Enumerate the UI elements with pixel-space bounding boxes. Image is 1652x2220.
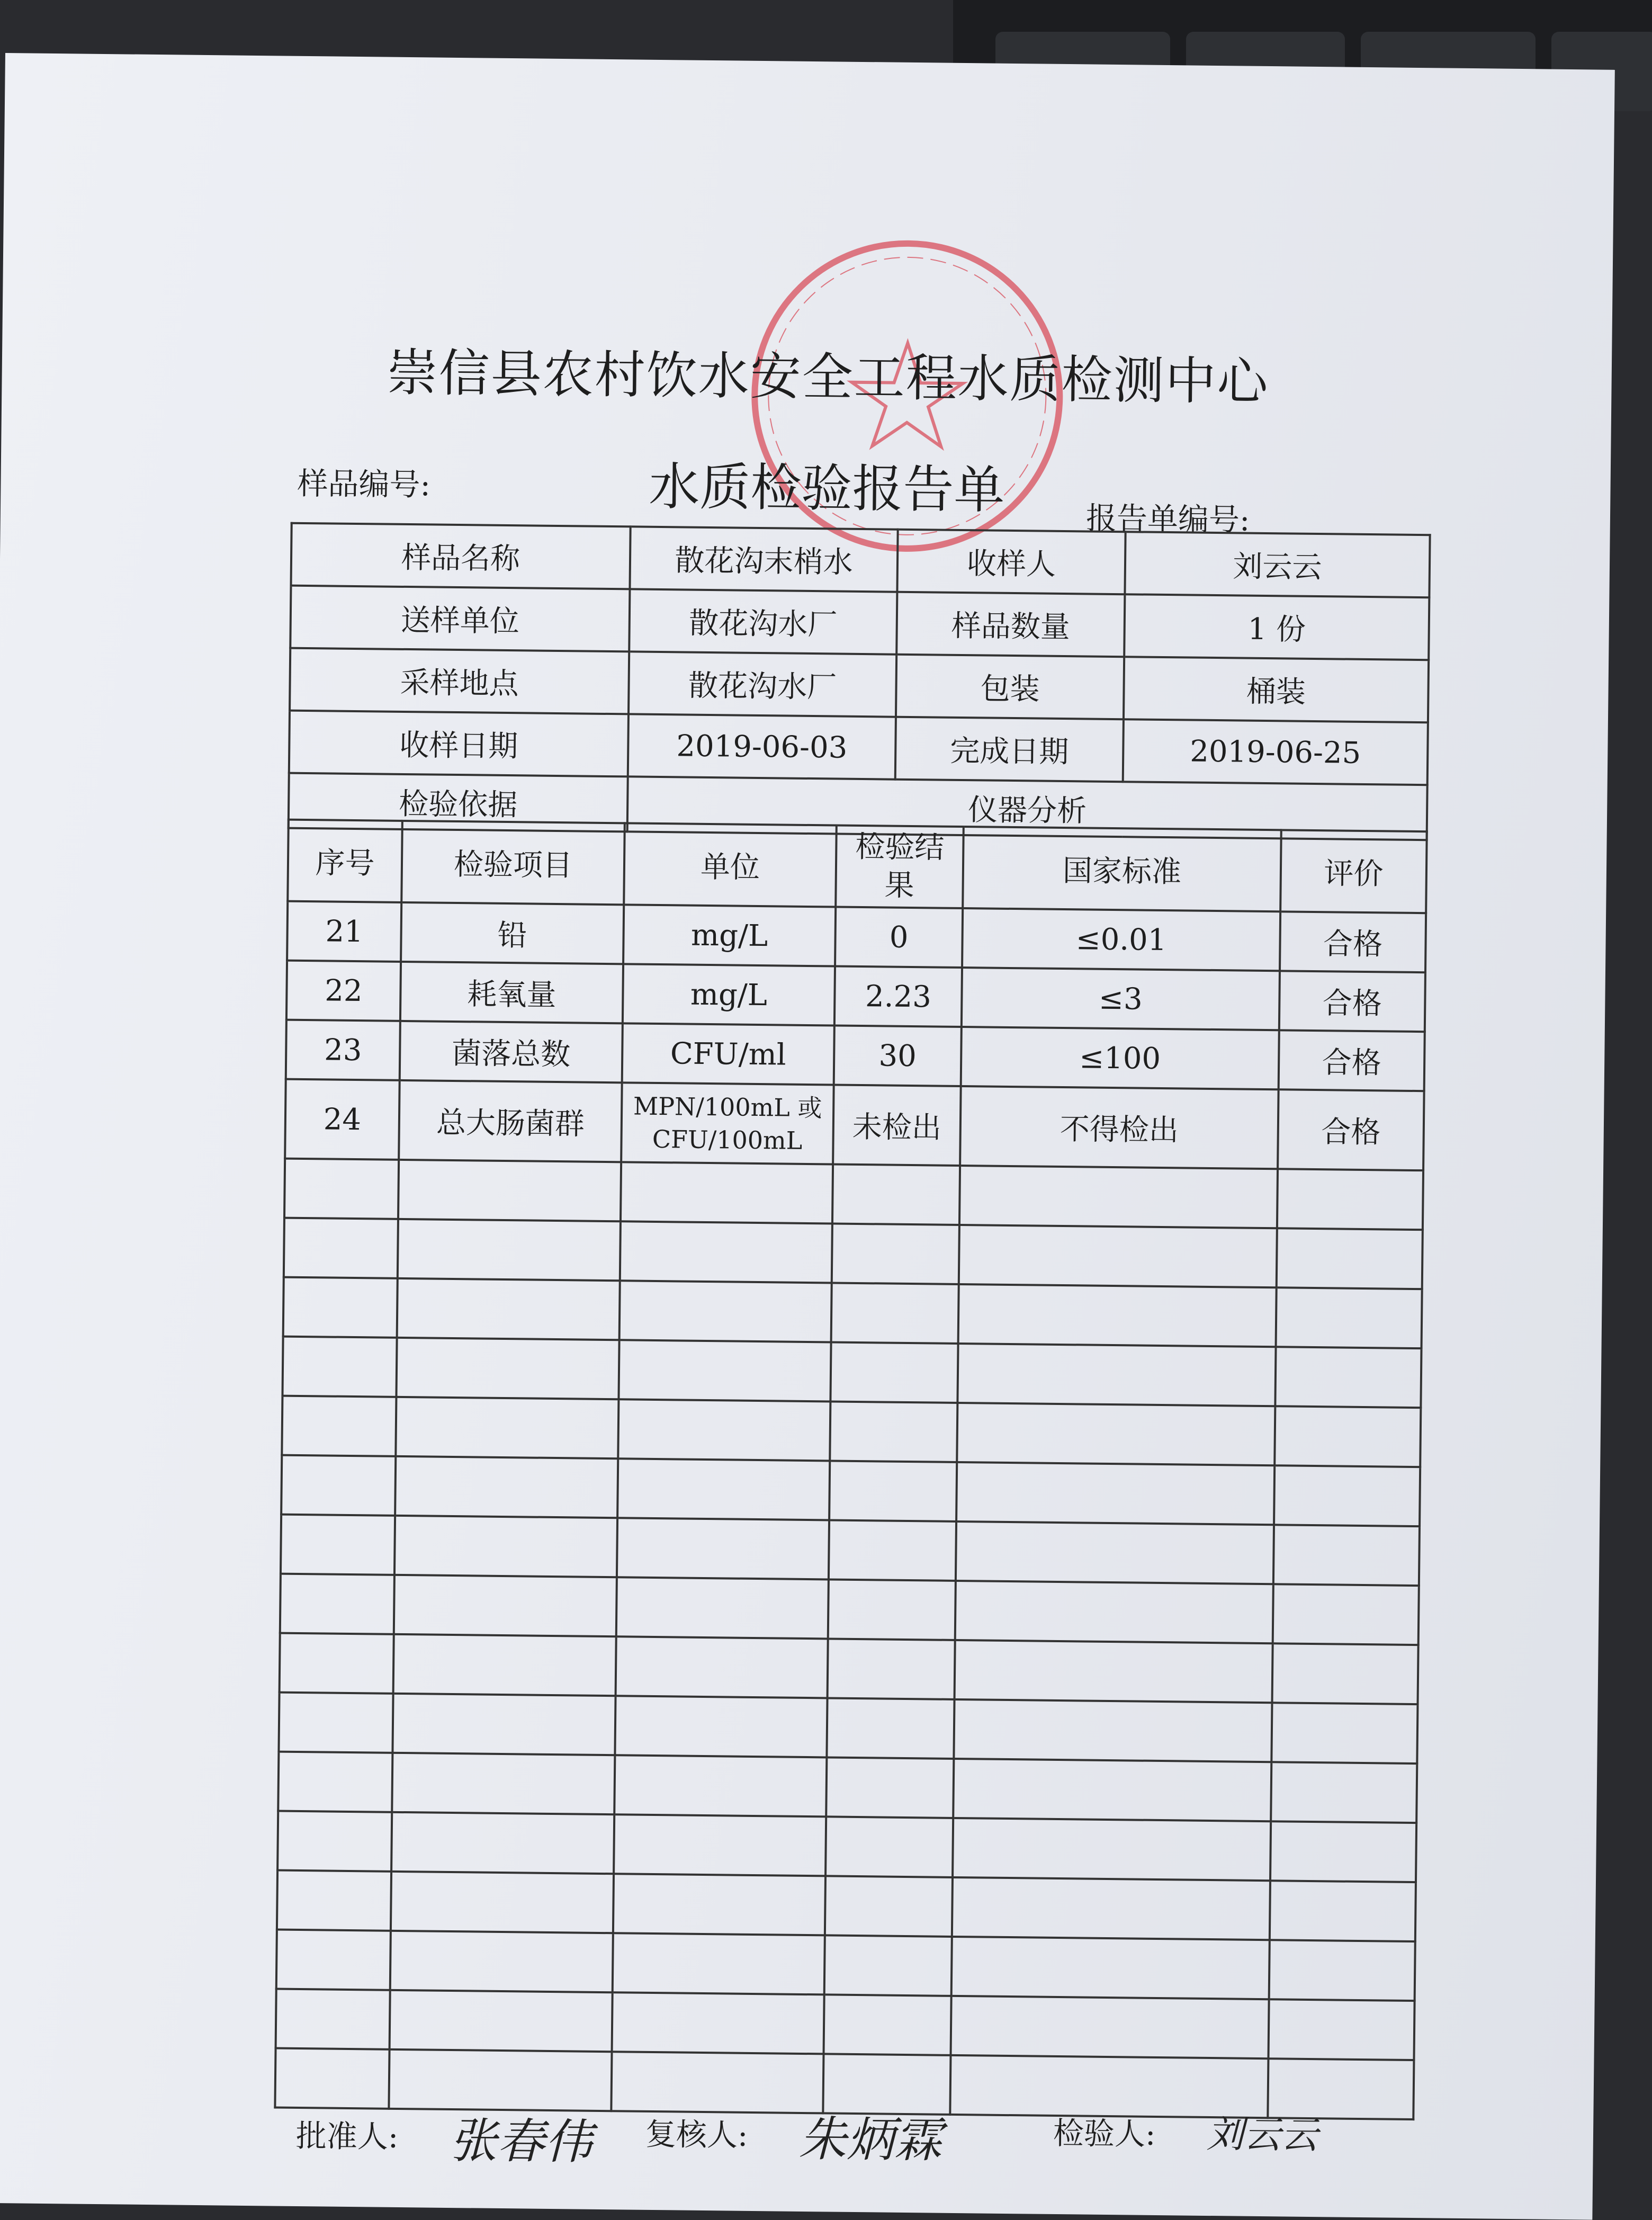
empty-cell — [832, 1223, 959, 1284]
empty-cell — [281, 1515, 395, 1575]
table-cell: mg/L — [623, 964, 835, 1025]
info-label: 包装 — [896, 655, 1124, 719]
table-row — [286, 1020, 1425, 1091]
empty-cell — [1268, 1999, 1414, 2060]
info-label: 采样地点 — [290, 648, 629, 714]
empty-cell — [279, 1693, 393, 1753]
table-cell: CFU/ml — [622, 1023, 834, 1085]
table-cell: 0 — [835, 907, 963, 968]
empty-cell — [1272, 1643, 1418, 1704]
empty-cell — [825, 1876, 953, 1937]
info-label: 收样日期 — [289, 711, 629, 777]
empty-cell — [621, 1162, 833, 1223]
empty-cell — [618, 1399, 830, 1461]
empty-cell — [826, 1757, 954, 1818]
info-value: 1 份 — [1124, 594, 1429, 660]
empty-cell — [612, 1992, 824, 2054]
empty-cell — [957, 1403, 1275, 1465]
empty-cell — [1274, 1406, 1421, 1467]
table-cell: 30 — [834, 1025, 962, 1086]
table-cell: 22 — [286, 961, 401, 1021]
empty-row — [280, 1574, 1419, 1645]
empty-cell — [1271, 1703, 1417, 1764]
info-row — [290, 648, 1429, 723]
empty-cell — [958, 1284, 1277, 1347]
empty-cell — [1271, 1762, 1417, 1823]
empty-row — [281, 1515, 1420, 1586]
empty-cell — [389, 2049, 612, 2111]
table-cell: 不得检出 — [960, 1086, 1279, 1169]
empty-cell — [955, 1640, 1273, 1703]
empty-cell — [1273, 1525, 1420, 1586]
empty-cell — [396, 1397, 618, 1458]
empty-row — [280, 1633, 1418, 1705]
empty-cell — [951, 1996, 1269, 2058]
empty-cell — [824, 1935, 952, 1996]
info-label: 送样单位 — [290, 586, 630, 652]
empty-cell — [282, 1337, 397, 1397]
empty-row — [281, 1455, 1420, 1527]
empty-cell — [398, 1160, 621, 1221]
sample-info-table — [288, 522, 1431, 842]
empty-cell — [284, 1159, 399, 1219]
empty-cell — [615, 1696, 827, 1757]
info-row — [289, 711, 1428, 785]
info-value: 散花沟水厂 — [629, 589, 897, 654]
empty-cell — [954, 1699, 1272, 1762]
table-cell: 21 — [287, 901, 401, 962]
info-value: 2019-06-03 — [628, 714, 896, 779]
info-value: 刘云云 — [1125, 532, 1430, 597]
basis-label: 检验依据 — [289, 773, 628, 832]
table-cell: ≤100 — [961, 1027, 1279, 1089]
empty-cell — [392, 1694, 615, 1755]
inspector-label: 检验人: — [1053, 2115, 1156, 2152]
empty-cell — [394, 1516, 617, 1577]
empty-cell — [959, 1166, 1278, 1228]
empty-cell — [280, 1574, 394, 1634]
empty-row — [284, 1218, 1423, 1290]
page-title: 崇信县农村饮水安全工程水质检测中心 — [387, 343, 1270, 412]
empty-cell — [829, 1461, 957, 1521]
table-cell: ≤3 — [962, 968, 1280, 1030]
table-cell: 总大肠菌群 — [399, 1080, 622, 1162]
empty-cell — [828, 1639, 955, 1699]
sample-number-label: 样品编号: — [297, 465, 431, 503]
empty-cell — [614, 1814, 826, 1876]
table-cell: 24 — [285, 1079, 400, 1160]
info-value: 桶装 — [1124, 657, 1429, 722]
table-cell: 菌落总数 — [400, 1021, 623, 1082]
empty-cell — [1273, 1584, 1419, 1645]
empty-cell — [397, 1278, 620, 1340]
empty-cell — [952, 1877, 1270, 1940]
reviewer-label: 复核人: — [645, 2116, 748, 2153]
approver-signature: 张春伟 — [449, 2113, 593, 2170]
table-cell: 未检出 — [833, 1085, 961, 1166]
info-label: 收样人 — [897, 530, 1125, 594]
empty-cell — [280, 1633, 394, 1694]
empty-row — [284, 1159, 1423, 1230]
empty-cell — [392, 1753, 615, 1814]
table-row — [286, 961, 1425, 1032]
empty-cell — [1276, 1287, 1422, 1348]
info-label: 样品数量 — [896, 592, 1125, 657]
table-cell: 合格 — [1278, 1089, 1424, 1170]
table-cell: 合格 — [1279, 1030, 1425, 1091]
empty-cell — [275, 2048, 389, 2109]
empty-cell — [616, 1577, 829, 1639]
approver-label: 批准人: — [295, 2117, 399, 2155]
empty-cell — [956, 1521, 1274, 1584]
empty-cell — [394, 1575, 617, 1636]
column-header: 检验项目 — [401, 821, 625, 905]
empty-cell — [951, 1937, 1270, 1999]
table-row — [287, 901, 1426, 973]
empty-cell — [959, 1225, 1277, 1287]
empty-cell — [1270, 1881, 1416, 1941]
empty-cell — [1274, 1465, 1420, 1526]
empty-row — [277, 1870, 1416, 1942]
info-label: 完成日期 — [895, 717, 1124, 782]
empty-cell — [284, 1218, 398, 1278]
column-header: 评价 — [1280, 830, 1427, 913]
info-value: 2019-06-25 — [1123, 719, 1428, 785]
empty-cell — [832, 1164, 960, 1225]
empty-cell — [957, 1344, 1276, 1406]
empty-cell — [616, 1636, 828, 1698]
basis-value: 仪器分析 — [627, 776, 1427, 840]
empty-cell — [955, 1581, 1273, 1643]
empty-cell — [830, 1342, 958, 1403]
info-row — [290, 586, 1429, 660]
empty-cell — [617, 1458, 830, 1520]
empty-cell — [830, 1401, 957, 1462]
empty-row — [276, 1989, 1415, 2061]
table-row — [285, 1079, 1424, 1171]
empty-cell — [1275, 1347, 1421, 1408]
table-cell: mg/L — [623, 905, 836, 966]
empty-cell — [277, 1811, 392, 1872]
table-cell: 耗氧量 — [400, 962, 623, 1023]
empty-cell — [953, 1759, 1271, 1821]
info-value: 散花沟水厂 — [629, 651, 896, 717]
empty-cell — [282, 1396, 396, 1456]
empty-row — [283, 1277, 1422, 1349]
report-sheet — [0, 53, 1615, 2220]
empty-cell — [283, 1277, 398, 1338]
column-header: 序号 — [288, 820, 402, 902]
empty-cell — [618, 1340, 831, 1401]
empty-cell — [281, 1455, 396, 1516]
empty-row — [276, 1930, 1415, 2001]
empty-cell — [613, 1874, 825, 1935]
empty-cell — [391, 1872, 614, 1933]
column-header: 单位 — [624, 823, 837, 907]
empty-cell — [620, 1221, 832, 1283]
table-cell: 合格 — [1280, 911, 1426, 972]
empty-cell — [956, 1462, 1274, 1525]
empty-cell — [278, 1752, 392, 1812]
empty-cell — [614, 1755, 827, 1816]
empty-cell — [1270, 1821, 1416, 1882]
empty-cell — [396, 1338, 619, 1399]
report-number-label: 报告单编号: — [1085, 500, 1250, 538]
column-header: 检验结果 — [836, 826, 964, 909]
table-cell: 铅 — [401, 902, 624, 964]
empty-cell — [1269, 1940, 1415, 2001]
empty-cell — [276, 1989, 390, 2049]
empty-cell — [620, 1281, 832, 1342]
info-value: 散花沟末梢水 — [630, 526, 897, 592]
empty-cell — [617, 1518, 829, 1579]
empty-cell — [824, 1994, 951, 2055]
empty-cell — [611, 2052, 823, 2113]
empty-cell — [276, 1930, 391, 1990]
reviewer-signature: 朱炳霖 — [798, 2111, 942, 2169]
empty-row — [279, 1693, 1417, 1764]
empty-cell — [391, 1812, 614, 1874]
results-header-row — [288, 820, 1426, 914]
table-cell: 合格 — [1279, 971, 1425, 1032]
empty-cell — [953, 1818, 1271, 1881]
empty-cell — [825, 1816, 953, 1877]
page-subtitle: 水质检验报告单 — [648, 456, 1005, 520]
inspector-signature: 刘云云 — [1206, 2112, 1318, 2158]
empty-cell — [390, 1931, 613, 1992]
empty-row — [278, 1752, 1417, 1823]
empty-cell — [390, 1990, 613, 2052]
empty-row — [282, 1337, 1421, 1408]
table-cell: 2.23 — [834, 966, 962, 1027]
info-row — [291, 523, 1430, 598]
empty-cell — [613, 1933, 825, 1994]
empty-cell — [828, 1579, 956, 1640]
results-table — [274, 819, 1427, 2120]
column-header: 国家标准 — [963, 827, 1281, 911]
info-label: 样品名称 — [291, 523, 630, 589]
empty-cell — [393, 1634, 616, 1696]
empty-row — [282, 1396, 1421, 1467]
table-cell: MPN/100mL 或 CFU/100mL — [621, 1082, 834, 1164]
empty-cell — [1277, 1228, 1423, 1289]
empty-cell — [827, 1698, 954, 1759]
empty-row — [277, 1811, 1416, 1883]
empty-cell — [395, 1456, 618, 1518]
empty-cell — [831, 1283, 959, 1344]
table-cell: 23 — [286, 1020, 400, 1080]
empty-cell — [1277, 1169, 1423, 1230]
empty-cell — [829, 1520, 956, 1581]
empty-cell — [277, 1870, 391, 1931]
table-cell: ≤0.01 — [962, 908, 1280, 971]
empty-cell — [398, 1219, 621, 1281]
